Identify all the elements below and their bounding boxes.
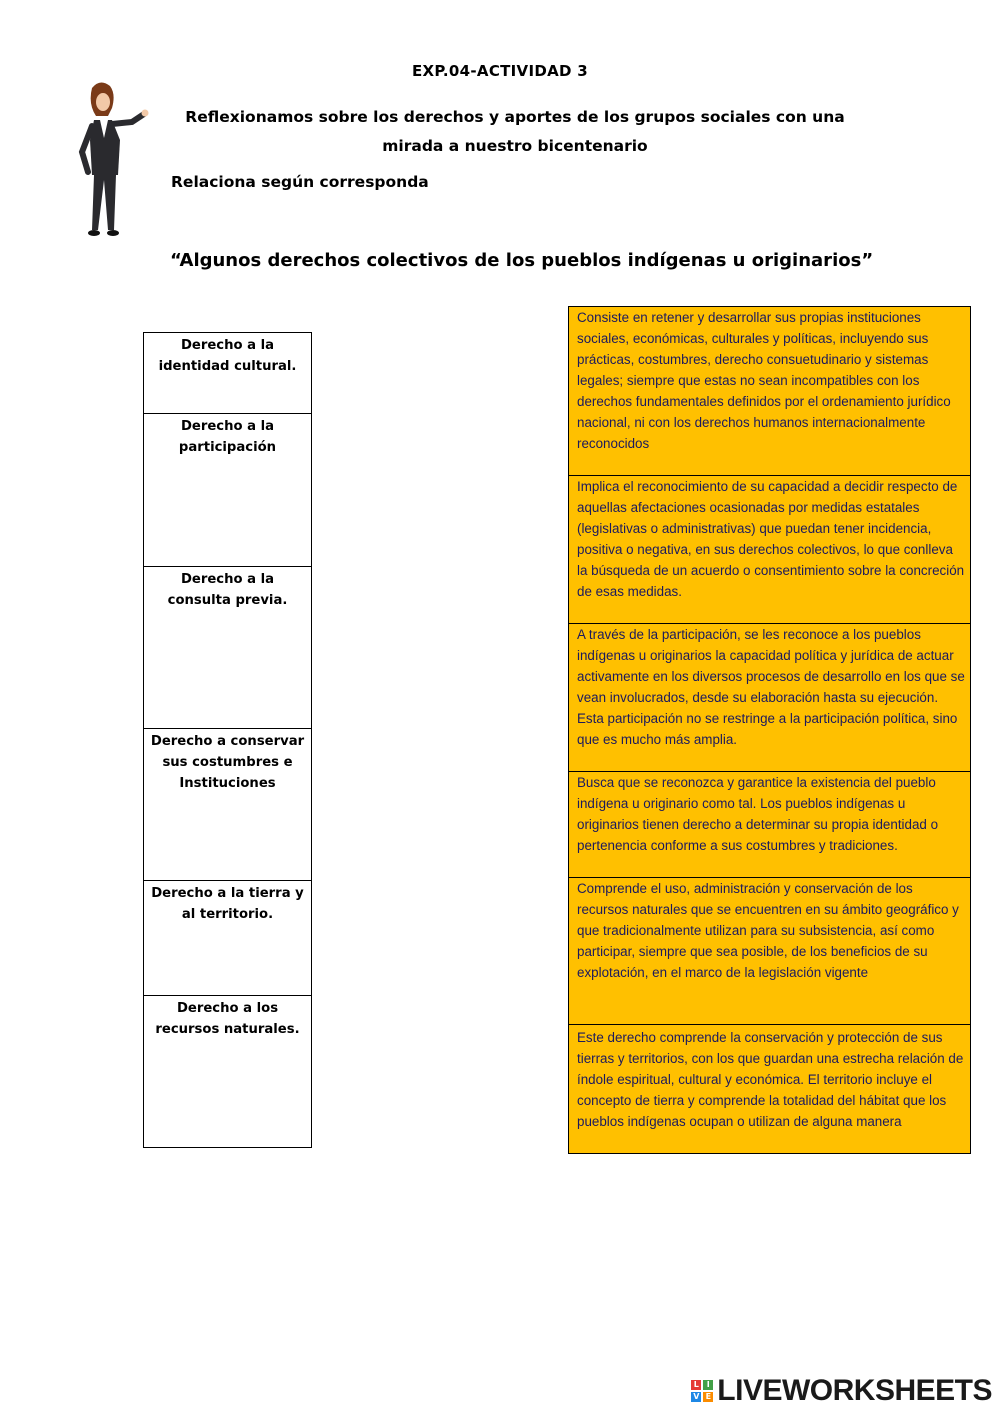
right-box-participacion[interactable] (143, 413, 312, 567)
right-box-costumbres[interactable] (143, 728, 312, 881)
definition-box[interactable] (568, 306, 971, 476)
definition-box[interactable] (568, 771, 971, 878)
right-label: Derecho a la identidad cultural. (158, 338, 297, 374)
definition-box[interactable] (568, 877, 971, 1025)
right-box-recursos[interactable] (143, 995, 312, 1148)
logo-mark-icon: L I V E (691, 1380, 713, 1402)
right-label: Derecho a la participación (178, 419, 277, 455)
brand-text: LIVEWORKSHEETS (717, 1374, 992, 1407)
reflection-heading: Reflexionamos sobre los derechos y aportes de los grupos sociales con una mirada a nuestro bicentenario (185, 108, 845, 155)
definition-text: Comprende el uso, administración y conservación de los recursos naturales que se encuentren en su ámbito geográfico y que tradicionalmente utilizan para su subsistencia, así como participar, siempre que sea posible, de los beneficios de su explotación, en el marco de la legislación vigente (577, 881, 959, 980)
activity-title: EXP.04-ACTIVIDAD 3 (411, 62, 589, 80)
definition-box[interactable] (568, 1024, 971, 1154)
liveworksheets-logo (691, 1375, 992, 1407)
right-label: Derecho a los recursos naturales. (155, 1001, 300, 1037)
right-label: Derecho a la consulta previa. (167, 572, 288, 608)
definition-text: Este derecho comprende la conservación y protección de sus tierras y territorios, con los que guardan una estrecha relación de índole espiritual, cultural y económica. El territorio incluye el concepto de tierra y comprende la totalidad del hábitat que los pueblos indígenas ocupan o utilizan de alguna manera (577, 1030, 964, 1129)
right-label: Derecho a la tierra y al territorio. (151, 886, 304, 922)
instruction-text: Relaciona según corresponda (171, 173, 429, 191)
definition-text: Consiste en retener y desarrollar sus propias instituciones sociales, económicas, culturales y políticas, incluyendo sus prácticas, costumbres, derecho consuetudinario y sistemas legales; siempre que estas no sean incompatibles con los derechos fundamentales definidos por el ordenamiento jurídico nacional, ni con los derechos humanos internacionalmente reconocidos (577, 310, 951, 451)
right-label: Derecho a conservar sus costumbres e Instituciones (150, 734, 305, 791)
definition-text: Busca que se reconozca y garantice la existencia del pueblo indígena u originario como tal. Los pueblos indígenas u originarios tienen derecho a determinar su propia identidad o pertenencia conforme a sus costumbres y tradiciones. (577, 775, 939, 853)
teacher-illustration (70, 80, 150, 240)
section-subtitle: “Algunos derechos colectivos de los pueblos indígenas u originarios” (170, 250, 874, 271)
right-box-tierra[interactable] (143, 880, 312, 996)
right-box-identidad[interactable] (143, 332, 312, 414)
definition-text: Implica el reconocimiento de su capacidad a decidir respecto de aquellas afectaciones ocasionadas por medidas estatales (legislativas o administrativas) que puedan tener incidencia, positiva o negativa, en sus derechos colectivos, lo que conlleva la búsqueda de un acuerdo o consentimiento sobre la concreción de esas medidas. (577, 479, 965, 599)
definition-box[interactable] (568, 623, 971, 772)
right-box-consulta[interactable] (143, 566, 312, 729)
definition-text: A través de la participación, se les reconoce a los pueblos indígenas u originarios la capacidad política y jurídica de actuar activamente en los diversos procesos de desarrollo en los que se vean involucrados, desde su elaboración hasta su ejecución. Esta participación no se restringe a la participación política, sino que es mucho más amplia. (577, 627, 965, 747)
definition-box[interactable] (568, 475, 971, 624)
